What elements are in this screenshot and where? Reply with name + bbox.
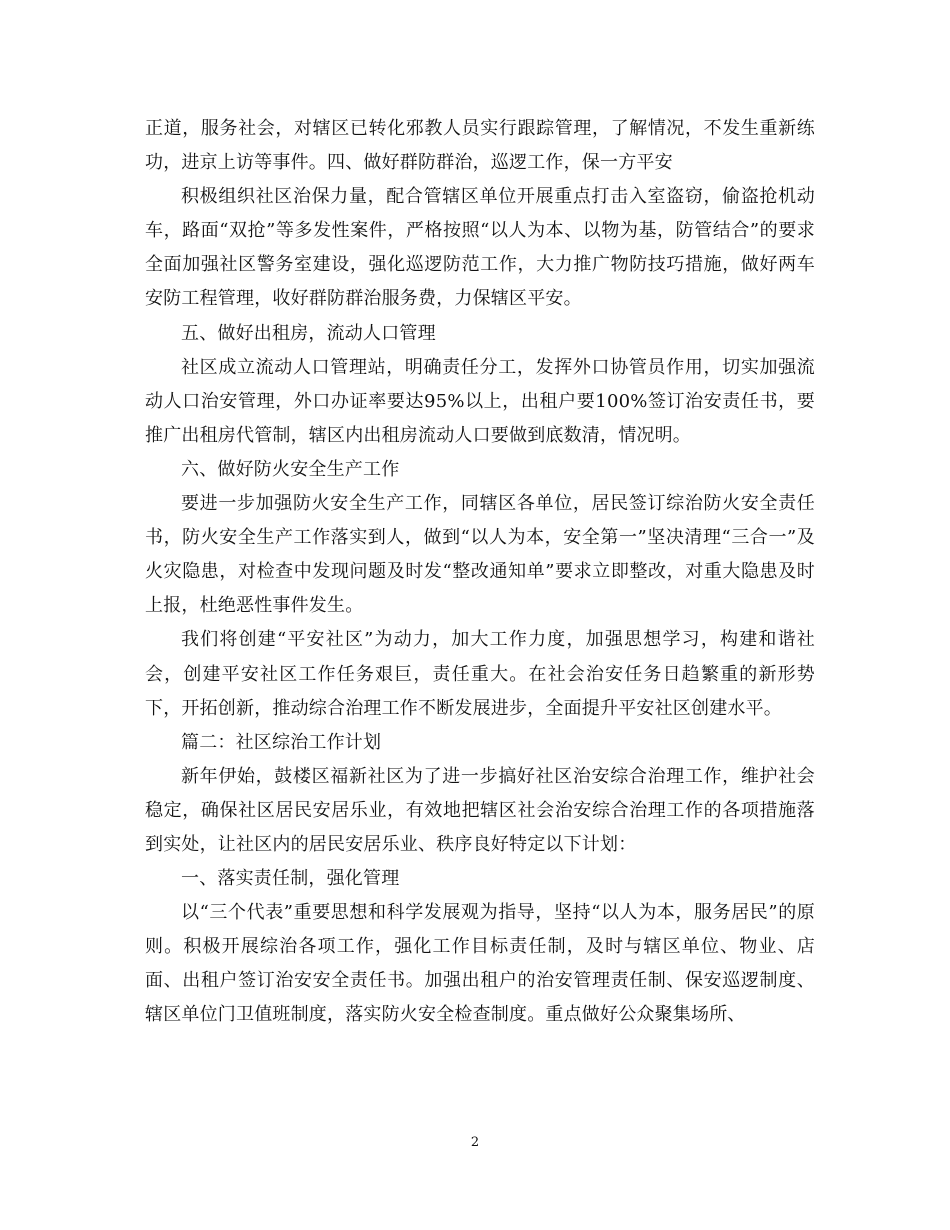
article-heading: 篇二：社区综治工作计划 <box>181 731 382 753</box>
paragraph: 社区成立流动人口管理站，明确责任分工，发挥外口协管员作用，切实加强流动人口治安管理，外口办证率要达95%以上，出租户要100%签订治安责任书，要推广出租房代管制，辖区内出租房流动人口要做到底数清，情况明。 <box>145 356 815 446</box>
paragraph: 要进一步加强防火安全生产工作，同辖区各单位，居民签订综治防火安全责任书，防火安全生产工作落实到人，做到“以人为本，安全第一”坚决清理“三合一”及火灾隐患，对检查中发现问题及时发“整改通知单”要求立即整改，对重大隐患及时上报，杜绝恶性事件发生。 <box>145 493 815 617</box>
body-text <box>145 112 815 1033</box>
paragraph: 积极组织社区治保力量，配合管辖区单位开展重点打击入室盗窃，偷盗抢机动车，路面“双抢”等多发性案件，严格按照“以人为本、以物为基，防管结合”的要求全面加强社区警务室建设，强化巡逻防范工作，大力推广物防技巧措施，做好两车安防工程管理，收好群防群治服务费，力保辖区平安。 <box>145 186 815 310</box>
page-number: 2 <box>470 1135 480 1150</box>
section-heading: 一、落实责任制，强化管理 <box>181 868 400 890</box>
paragraph: 以“三个代表”重要思想和科学发展观为指导，坚持“以人为本，服务居民”的原则。积极开展综治各项工作，强化工作目标责任制，及时与辖区单位、物业、店面、出租户签订治安安全责任书。加强出租户的治安管理责任制、保安巡逻制度、辖区单位门卫值班制度，落实防火安全检查制度。重点做好公众聚集场所、 <box>145 902 815 1026</box>
section-heading: 六、做好防火安全生产工作 <box>181 458 400 480</box>
paragraph: 我们将创建“平安社区”为动力，加大工作力度，加强思想学习，构建和谐社会，创建平安社区工作任务艰巨，责任重大。在社会治安任务日趋繁重的新形势下，开拓创新，推动综合治理工作不断发展进步，全面提升平安社区创建水平。 <box>145 629 815 719</box>
paragraph: 正道，服务社会，对辖区已转化邪教人员实行跟踪管理，了解情况，不发生重新练功，进京上访等事件。四、做好群防群治，巡逻工作，保一方平安 <box>145 118 815 174</box>
section-heading: 五、做好出租房，流动人口管理 <box>181 322 436 344</box>
paragraph: 新年伊始，鼓楼区福新社区为了进一步搞好社区治安综合治理工作，维护社会稳定，确保社区居民安居乐业，有效地把辖区社会治安综合治理工作的各项措施落到实处，让社区内的居民安居乐业、秩序良好特定以下计划： <box>145 765 815 855</box>
